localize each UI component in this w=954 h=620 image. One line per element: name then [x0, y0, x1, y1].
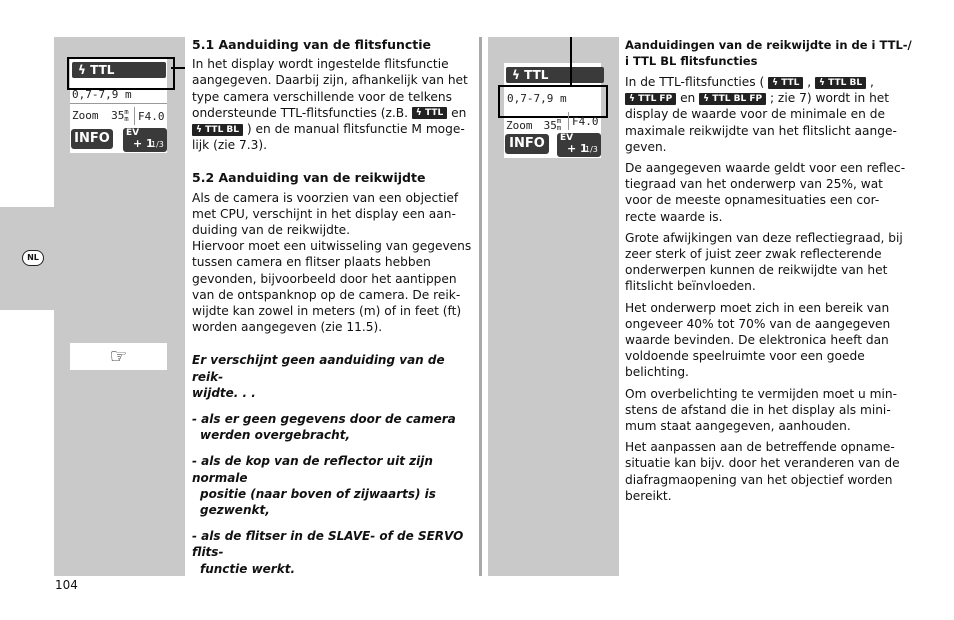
right-info-button[interactable]: INFO — [505, 134, 549, 154]
note-intro: Er verschijnt geen aanduiding van de reik- wijdte. . . — [192, 353, 445, 400]
note-item-1: - als er geen gegevens door de camera werden overgebracht, — [192, 412, 456, 443]
ttl-mode-icon: ϟ TTL — [412, 107, 447, 119]
middle-text-column — [192, 37, 472, 577]
ttl-label: TTL — [524, 68, 549, 82]
left-aperture: F4.0 — [138, 110, 165, 123]
section-5-1-text: In het display wordt ingestelde flitsfunctie aangegeven. Daarbij zijn, afhankelijk van het type camera verschillende voor de telkens ondersteunde TTL-flitsfuncties (z.B. ϟ TTL en ϟ TTL BL ) en de manual flitsfunctie M moge- lijk (zie 7.3). — [192, 57, 468, 153]
ttl-bl-fp-mode-icon: ϟ TTL BL FP — [699, 93, 766, 105]
ttl-bl-mode-icon: ϟ TTL BL — [192, 124, 243, 136]
zoom-unit-bottom: m — [556, 123, 562, 132]
ev-label: EV — [560, 133, 574, 143]
left-box-connector — [171, 67, 185, 69]
ttl-mode-icon: ϟ TTL — [768, 77, 803, 89]
zoom-unit-bottom: m — [124, 115, 129, 123]
column-divider — [479, 37, 482, 576]
right-paragraph-6: Het aanpassen aan de betreffende opname- situatie kan bijv. door het veranderen van de diafragmaopening van het objectief worden bereikt. — [625, 440, 900, 503]
right-box-connector — [570, 37, 572, 85]
ttl-bl-mode-icon: ϟ TTL BL — [815, 77, 866, 89]
ev-fraction: 1/3 — [151, 140, 164, 149]
left-range-value: 0,7-7,9 m — [72, 88, 132, 101]
right-aperture: F4.0 — [572, 115, 599, 128]
right-paragraph-3: Grote afwijkingen van deze reflectiegraad, bij zeer sterk of juist zeer zwak reflecterende onderwerpen kunnen de reikwijdte van het flitslicht beïnvloeden. — [625, 230, 903, 294]
section-5-2-text: Als de camera is voorzien van een objectief met CPU, verschijnt in het display een aan- duiding van de reikwijdte. Hiervoor moet een uitwisseling van gegevens tussen camera en flitser plaats hebben gevonden, bijvoorbeeld door het aantippen van de ontspanknop op de camera. De reik- wijdte kan zowel in meters (m) of in feet (ft) worden aangegeven (zie 11.5). — [192, 190, 472, 335]
right-heading: Aanduidingen van de reikwijdte in de i TTL-/ i TTL BL flitsfuncties — [625, 38, 912, 68]
right-ev-button[interactable] — [557, 133, 601, 157]
right-paragraph-5: Om overbelichting te vermijden moet u min- stens de afstand die in het display als mini- mum staat aangegeven, aanhouden. — [625, 386, 898, 434]
right-paragraph-4: Het onderwerp moet zich in een bereik van ongeveer 40% tot 70% van de aangegeven waarde bevinden. De elektronica heeft dan voldoende speelruimte voor een goede belichting. — [625, 300, 891, 380]
note-item-3: - als de flitser in de SLAVE- of de SERVO flits- functie werkt. — [192, 529, 464, 576]
section-5-1-heading: 5.1 Aanduiding van de flitsfunctie — [192, 37, 432, 52]
zoom-value: 35 — [111, 109, 125, 122]
flash-icon: ϟ — [78, 63, 86, 77]
right-paragraph-1: In de TTL-flitsfuncties ( ϟ TTL , ϟ TTL BL , ϟ TTL FP en ϟ TTL BL FP ; zie 7) wordt in het display de waarde voor de minimale en de maximale reikwijdte van het flitslicht aange- geven. — [625, 75, 897, 154]
page-number: 104 — [55, 578, 78, 592]
right-ttl-indicator — [506, 67, 604, 83]
zoom-unit-top: m — [124, 108, 129, 116]
flash-icon: ϟ — [512, 68, 520, 82]
left-zoom-separator — [134, 107, 135, 125]
right-range-value: 0,7-7,9 m — [507, 92, 567, 105]
section-5-2-heading: 5.2 Aanduiding van de reikwijdte — [192, 170, 426, 186]
ev-label: EV — [126, 128, 140, 138]
left-ev-button[interactable] — [123, 128, 167, 152]
ttl-label: TTL — [90, 63, 115, 77]
zoom-value: 35 — [543, 119, 557, 132]
ev-value: + 1 — [133, 137, 154, 150]
left-range-underline — [70, 103, 167, 104]
ev-fraction: 1/3 — [585, 145, 598, 154]
ev-value: + 1 — [567, 142, 588, 155]
right-text-column — [625, 37, 915, 504]
zoom-label: Zoom — [72, 109, 99, 122]
pointing-hand-icon: ☞ — [70, 343, 167, 370]
left-info-button[interactable]: INFO — [71, 129, 113, 149]
right-paragraph-2: De aangegeven waarde geldt voor een reflec- tiegraad van het onderwerp van 25%, wat voor de meeste opnamesituaties een cor- recte waarde is. — [625, 161, 906, 224]
note-item-2: - als de kop van de reflector uit zijn normale positie (naar boven of zijwaarts) is gezwenkt, — [192, 454, 436, 518]
ttl-fp-mode-icon: ϟ TTL FP — [625, 93, 676, 105]
language-badge: NL — [22, 250, 44, 266]
zoom-label: Zoom — [506, 119, 533, 132]
right-zoom-separator — [568, 112, 569, 130]
zoom-unit-top: m — [556, 116, 562, 125]
left-ttl-indicator — [72, 62, 166, 78]
